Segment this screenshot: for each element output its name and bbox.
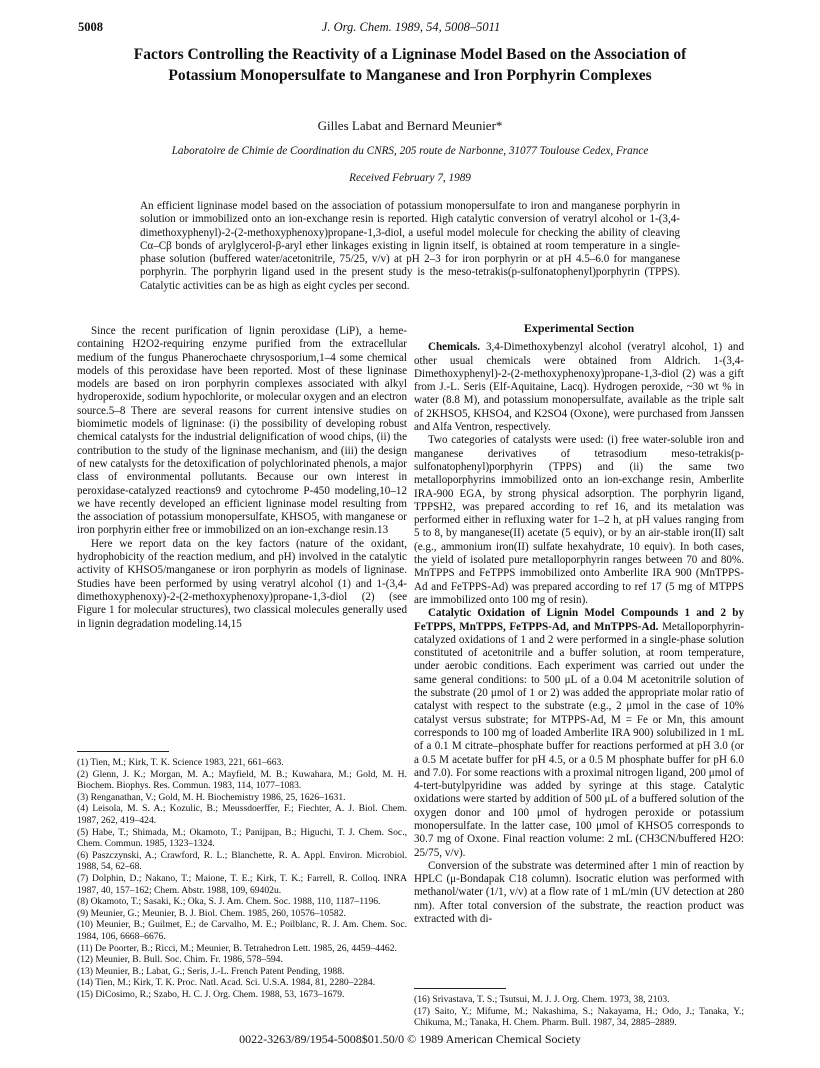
- article-title: Factors Controlling the Reactivity of a Ligninase Model Based on the Association of Potassium Monopersulfate to Manganese and Iron Porphyrin Complexes: [133, 46, 687, 84]
- reference-item: (9) Meunier, G.; Meunier, B. J. Biol. Chem. 1985, 260, 10576–10582.: [77, 907, 346, 919]
- page-number: 5008: [78, 20, 103, 34]
- intro-paragraph-2: Here we report data on the key factors (nature of the oxidant, hydrophobicity of the reaction medium, and pH) involved in the catalytic activity of KHSO5/manganese or iron porphyrin as models of ligninase. Studies have been performed by using veratryl alcohol (1) and 1-(3,4-dimethoxyphenoxy)-2-(2-methoxyphenoxy)propane-1,3-diol (2) (see Figure 1 for molecular structures), two classical molecules generally used in lignin degradation modeling.14,15: [77, 537, 407, 630]
- reference-item: (2) Glenn, J. K.; Morgan, M. A.; Mayfield, M. B.; Kuwahara, M.; Gold, M. H. Biochem. Biophys. Res. Commun. 1983, 114, 1077–1083.: [77, 768, 407, 792]
- authors: Gilles Labat and Bernard Meunier*: [317, 118, 503, 133]
- journal-citation: J. Org. Chem. 1989, 54, 5008–5011: [321, 20, 501, 34]
- reference-item: (12) Meunier, B. Bull. Soc. Chim. Fr. 1986, 578–594.: [77, 954, 283, 966]
- intro-paragraph-1: Since the recent purification of lignin peroxidase (LiP), a heme-containing H2O2-requiring enzyme purified from the extracellular medium of the fungus Phanerochaete chrysosporium,1–4 some chemical models of this peroxidase have been reported. Most of these ligninase models are based on iron porphyrin complexes associated with alkyl hydroperoxide, sodium hypochlorite, or molecular oxygen and an electron source.5–8 There are several reasons for current intensive studies on biomimetic models of ligninase: (i) the possibility of developing robust chemical catalysts for the industrial delignification of wood chips, (ii) the contribution to the study of the ligninase mechanism, and (iii) the design of new catalysts for the detoxification of polychlorinated phenols, a major class of environmental pollutants. Because our own interest in peroxidase-catalyzed reactions9 and cytochrome P-450 modeling,10–12 we have recently developed an efficient ligninase model resulting from the association of potassium monopersulfate, KHSO5, with manganese or iron porphyrin either free or immobilized on an ion-exchange resin.13: [77, 325, 407, 537]
- reference-item: (13) Meunier, B.; Labat, G.; Seris, J.-L. French Patent Pending, 1988.: [77, 965, 345, 977]
- reference-item: (8) Okamoto, T.; Sasaki, K.; Oka, S. J. Am. Chem. Soc. 1988, 110, 1187–1196.: [77, 896, 381, 908]
- reference-item: (5) Habe, T.; Shimada, M.; Okamoto, T.; Panijpan, B.; Higuchi, T. J. Chem. Soc., Chem. Commun. 1985, 1323–1324.: [77, 826, 407, 850]
- references-right: [414, 994, 744, 1029]
- copyright-footer: 0022-3263/89/1954-5008$01.50/0 © 1989 American Chemical Society: [239, 1032, 581, 1046]
- reference-item: (10) Meunier, B.; Guilmet, E.; de Carvalho, M. E.; Poilblanc, R. J. Am. Chem. Soc. 1984, 106, 6668–6676.: [77, 919, 407, 942]
- reference-item: (7) Dolphin, D.; Nakano, T.; Maione, T. E.; Kirk, T. K.; Farrell, R. Colloq. INRA 1987, 40, 157–162; Chem. Abstr. 1988, 109, 69402u.: [77, 872, 407, 896]
- reference-item: (16) Srivastava, T. S.; Tsutsui, M. J. J. Org. Chem. 1973, 38, 2103.: [414, 994, 670, 1005]
- chemicals-heading: Chemicals.: [428, 341, 481, 354]
- chemicals-paragraph: [414, 341, 744, 434]
- abstract: An efficient ligninase model based on the association of potassium monopersulfate to iron and manganese porphyrin in solution or immobilized onto an ion-exchange resin is reported. High catalytic conversion of veratryl alcohol or 1-(3,4-dimethoxyphenyl)-2-(2-methoxyphenoxy)propane-1,3-diol, a useful model molecule for checking the ability of cleaving Cα–Cβ bonds of arylglycerol-β-aryl ether linkages existing in lignin itself, is obtained at room temperature in a single-phase solution (buffered water/acetonitrile, 75/25, v/v) at pH 2–3 for iron porphyrin or at pH 4.5–6.0 for manganese porphyrin. The porphyrin ligand used in the present study is the meso-tetrakis(p-sulfonatophenyl)porphyrin (TPPS). Catalytic activities can be as high as eight cycles per second.: [140, 200, 680, 292]
- oxidation-heading: Catalytic Oxidation of Lignin Model Compounds 1 and 2 by FeTPPS, MnTPPS, FeTPPS-Ad, and MnTPPS-Ad.: [414, 607, 744, 633]
- running-header: [78, 20, 744, 36]
- catalysts-paragraph: Two categories of catalysts were used: (i) free water-soluble iron and manganese derivatives of tetrasodium meso-tetrakis(p-sulfonatophenyl)porphyrin (TPPS) and (ii) the same two metalloporphyrins immobilized onto an ion-exchange resin, Amberlite IRA-900 EGA, by strong physical adsorption. The porphyrin ligand, TPPSH2, was prepared according to ref 16, and its metalation was performed either in refluxing water for 1–2 h, at pH values ranging from 5 to 8, by manganese(II) acetate (5 equiv), or by an air-stable iron(II) salt (e.g., ammonium iron(II) sulfate hexahydrate, 10 equiv). In both cases, the yield of isolated pure metalloporphyrin ranges between 70 and 80%. MnTPPS and FeTPPS immobilized onto Amberlite IRA 900 (MnTPPS-Ad and FeTPPS-Ad) was prepared according to ref 17 (5 mg of MTPPS are immobilized onto 100 mg of resin).: [414, 434, 744, 606]
- reference-item: (14) Tien, M.; Kirk, T. K. Proc. Natl. Acad. Sci. U.S.A. 1984, 81, 2280–2284.: [77, 977, 376, 989]
- section-title: Experimental Section: [523, 321, 635, 335]
- reference-item: (3) Renganathan, V.; Gold, M. H. Biochemistry 1986, 25, 1626–1631.: [77, 791, 346, 803]
- chemicals-text: 3,4-Dimethoxybenzyl alcohol (veratryl alcohol, 1) and other usual chemicals were obtained from Aldrich. 1-(3,4-Dimethoxyphenyl)-2-(2-methoxyphenoxy)propane-1,3-diol (2) was a gift from J.-L. Seris (Elf-Aquitaine, Lacq). Hydrogen peroxide, ~30 wt % in water (8.8 M), and potassium monopersulfate, available as the triple salt of 2KHSO5, KHSO4, and K2SO4 (Oxone), were purchased from Janssen and Alfa Ventron, respectively.: [414, 341, 744, 434]
- reference-item: (17) Saito, Y.; Mifume, M.; Nakashima, S.; Nakayama, H.; Odo, J.; Tanaka, Y.; Chikuma, M.; Tanaka, H. Chem. Pharm. Bull. 1987, 34, 2885–2889.: [414, 1005, 744, 1029]
- right-column: [414, 320, 744, 926]
- affiliation: Laboratoire de Chimie de Coordination du CNRS, 205 route de Narbonne, 31077 Toulouse Cedex, France: [171, 145, 649, 157]
- oxidation-text: Metalloporphyrin-catalyzed oxidations of 1 and 2 were performed in a single-phase solution constituted of acetonitrile and a buffer solution, at room temperature, under aerobic conditions. Each experiment was carried out under the same general conditions: to 500 μL of a 0.04 M acetonitrile solution of the substrate (20 μmol of 1 or 2) was added the appropriate molar ratio of catalyst with respect to the substrate (e.g., 2 μmol in the case of 10% catalyst versus substrate; for MTPPS-Ad, M = Fe or Mn, this amount corresponds to 100 mg of loaded Amberlite IRA 900) solubilized in 1 mL of a 0.1 M citrate–phosphate buffer for reactions performed at pH 3.0 (or a 0.5 M acetate buffer for pH 4.5, or a 0.5 M phosphate buffer for pH 6.0 and 7.0). For some reactions with a proximal nitrogen ligand, 200 μmol of 4-tert-butylpyridine was added by syringe at this stage. Catalytic oxidations were started by addition of 500 μL of a buffered solution of the oxygen donor and 100 μmol of hydrogen peroxide or potassium monopersulfate. In the latter case, 100 μmol of KHSO5 corresponds to 30.7 mg of Oxone. Final reaction volume: 2 mL (CH3CN/buffered H2O: 25/75, v/v).: [414, 620, 745, 859]
- reference-item: (15) DiCosimo, R.; Szabo, H. C. J. Org. Chem. 1988, 53, 1673–1679.: [77, 988, 345, 1000]
- conversion-paragraph: Conversion of the substrate was determined after 1 min of reaction by HPLC (μ-Bondapak C18 column). Isocratic elution was performed with methanol/water (1/1, v/v) at a flow rate of 1 mL/min (UV detection at 280 nm). After total conversion of the substrate, the reaction product was extracted with di-: [414, 859, 744, 926]
- footnote-rule-left: [77, 751, 169, 752]
- reference-item: (11) De Poorter, B.; Ricci, M.; Meunier, B. Tetrahedron Lett. 1985, 26, 4459–4462.: [77, 942, 397, 954]
- oxidation-paragraph: [414, 607, 744, 860]
- references-left: [77, 757, 407, 1000]
- reference-item: (1) Tien, M.; Kirk, T. K. Science 1983, 221, 661–663.: [77, 757, 284, 768]
- footnote-rule-right: [414, 988, 506, 989]
- left-column: [77, 325, 407, 631]
- reference-item: (4) Leisola, M. S. A.; Kozulic, B.; Meussdoerffer, F.; Fiechter, A. J. Biol. Chem. 1987, 262, 419–424.: [77, 803, 407, 826]
- reference-item: (6) Paszczynski, A.; Crawford, R. L.; Blanchette, R. A. Appl. Environ. Microbiol. 1988, 54, 62–68.: [77, 849, 407, 873]
- received-date: Received February 7, 1989: [349, 172, 471, 184]
